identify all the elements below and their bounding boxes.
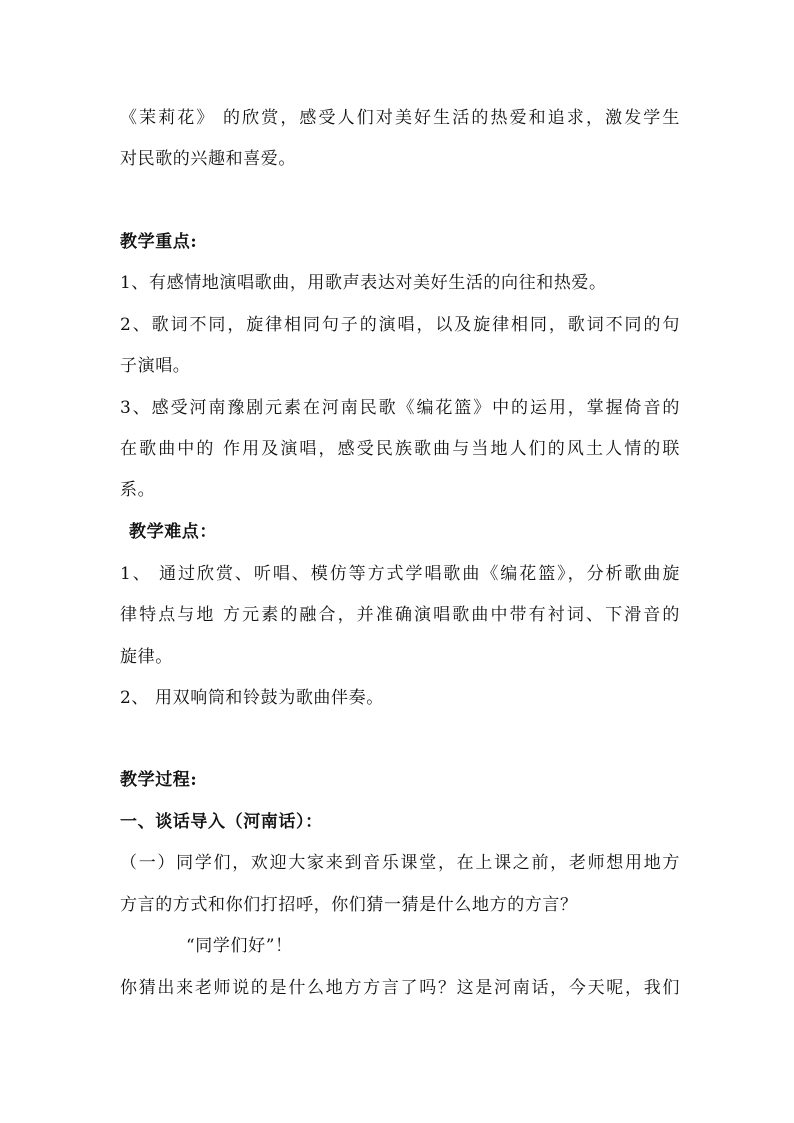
para-1-line-2: 方言的方式和你们打招呼，你们猜一猜是什么地方的方言？ (120, 895, 578, 915)
difficult-point-1-line-1: 1、 通过欣赏、听唱、模仿等方式学唱歌曲《编花篮》，分析歌曲旋 (120, 564, 680, 584)
key-points-heading: 教学重点: (120, 232, 198, 252)
difficult-point-1-line-3: 旋律。 (120, 647, 173, 667)
para-2-line-1: 你猜出来老师说的是什么地方方言了吗？这是河南话，今天呢，我们 (120, 978, 680, 998)
key-point-3-line-1: 3、感受河南豫剧元素在河南民歌《编花篮》中的运用，掌握倚音的 (120, 398, 680, 418)
section-1-title: 一、谈话导入（河南话）： (120, 812, 323, 832)
key-point-1: 1、有感情地演唱歌曲，用歌声表达对美好生活的向往和热爱。 (120, 273, 607, 293)
key-point-2-line-1: 2、歌词不同，旋律相同句子的演唱，以及旋律相同，歌词不同的句 (120, 315, 680, 335)
difficult-point-2: 2、 用双响筒和铃鼓为歌曲伴奏。 (120, 688, 384, 708)
difficult-points-heading: 教学难点： (129, 522, 217, 542)
process-heading: 教学过程: (120, 770, 198, 790)
para-1-line-1: （一）同学们，欢迎大家来到音乐课堂，在上课之前，老师想用地方 (120, 853, 680, 873)
key-point-2-line-2: 子演唱。 (120, 356, 191, 376)
key-point-3-line-3: 系。 (120, 480, 156, 500)
key-point-3-line-2: 在歌曲中的 作用及演唱，感受民族歌曲与当地人们的风土人情的联 (120, 439, 680, 459)
intro-line-2: 对民歌的兴趣和喜爱。 (120, 149, 296, 169)
intro-line-1: 《茉莉花》 的欣赏，感受人们对美好生活的热爱和追求，激发学生 (120, 108, 680, 128)
difficult-point-1-line-2: 律特点与地 方元素的融合，并准确演唱歌曲中带有衬词、下滑音的 (120, 605, 680, 625)
greeting-quote: “同学们好”！ (186, 936, 293, 956)
